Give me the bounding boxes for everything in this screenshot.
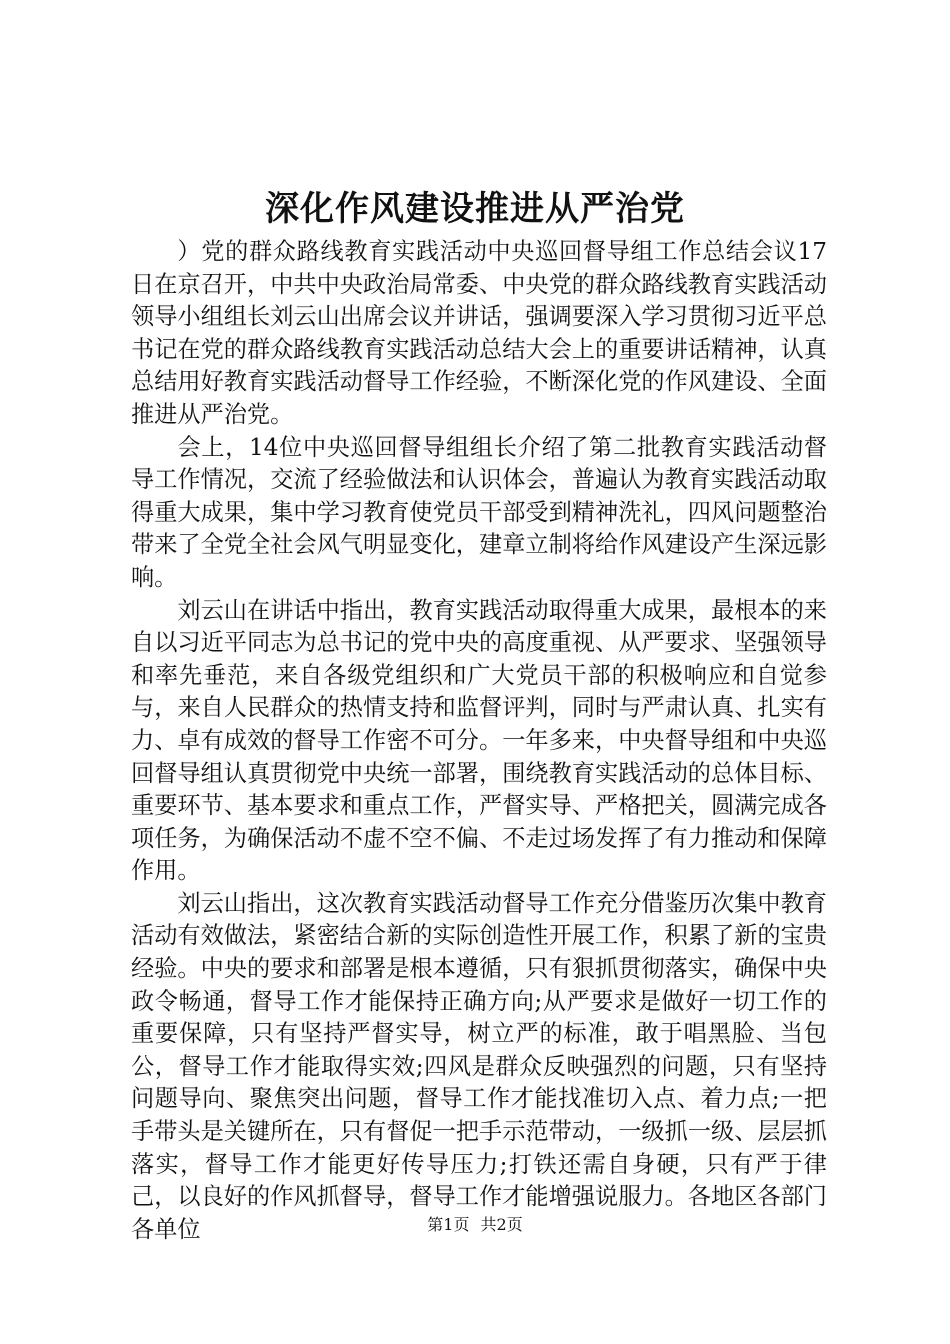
document-body xyxy=(131,236,827,1246)
paragraph-3: 刘云山在讲话中指出，教育实践活动取得重大成果，最根本的来自以习近平同志为总书记的党中央的高度重视、从严要求、坚强领导和率先垂范，来自各级党组织和广大党员干部的积极响应和自觉参与，来自人民群众的热情支持和监督评判，同时与严肃认真、扎实有力、卓有成效的督导工作密不可分。一年多来，中央督导组和中央巡回督导组认真贯彻党中央统一部署，围绕教育实践活动的总体目标、重要环节、基本要求和重点工作，严督实导、严格把关，圆满完成各项任务，为确保活动不虚不空不偏、不走过场发挥了有力推动和保障作用。 xyxy=(131,596,827,885)
document-title: 深化作风建设推进从严治党 xyxy=(265,189,685,229)
page-number-current: 第1页 xyxy=(427,1215,470,1234)
paragraph-4: 刘云山指出，这次教育实践活动督导工作充分借鉴历次集中教育活动有效做法，紧密结合新的实际创造性开展工作，积累了新的宝贵经验。中央的要求和部署是根本遵循，只有狠抓贯彻落实，确保中央政令畅通，督导工作才能保持正确方向;从严要求是做好一切工作的重要保障，只有坚持严督实导，树立严的标准，敢于唱黑脸、当包公，督导工作才能取得实效;四风是群众反映强烈的问题，只有坚持问题导向、聚焦突出问题，督导工作才能找准切入点、着力点;一把手带头是关键所在，只有督促一把手示范带动，一级抓一级、层层抓落实，督导工作才能更好传导压力;打铁还需自身硬，只有严于律己，以良好的作风抓督导，督导工作才能增强说服力。各地区各部门各单位 xyxy=(131,889,827,1243)
page-footer xyxy=(0,1214,950,1236)
paragraph-2: 会上，14位中央巡回督导组组长介绍了第二批教育实践活动督导工作情况，交流了经验做法和认识体会，普遍认为教育实践活动取得重大成果，集中学习教育使党员干部受到精神洗礼，四风问题整治带来了全党全社会风气明显变化，建章立制将给作风建设产生深远影响。 xyxy=(131,433,827,591)
page-number-total: 共2页 xyxy=(480,1215,523,1234)
paragraph-1: ）党的群众路线教育实践活动中央巡回督导组工作总结会议17日在京召开，中共中央政治局常委、中央党的群众路线教育实践活动领导小组组长刘云山出席会议并讲话，强调要深入学习贯彻习近平总书记在党的群众路线教育实践活动总结大会上的重要讲话精神，认真总结用好教育实践活动督导工作经验，不断深化党的作风建设、全面推进从严治党。 xyxy=(131,238,827,428)
